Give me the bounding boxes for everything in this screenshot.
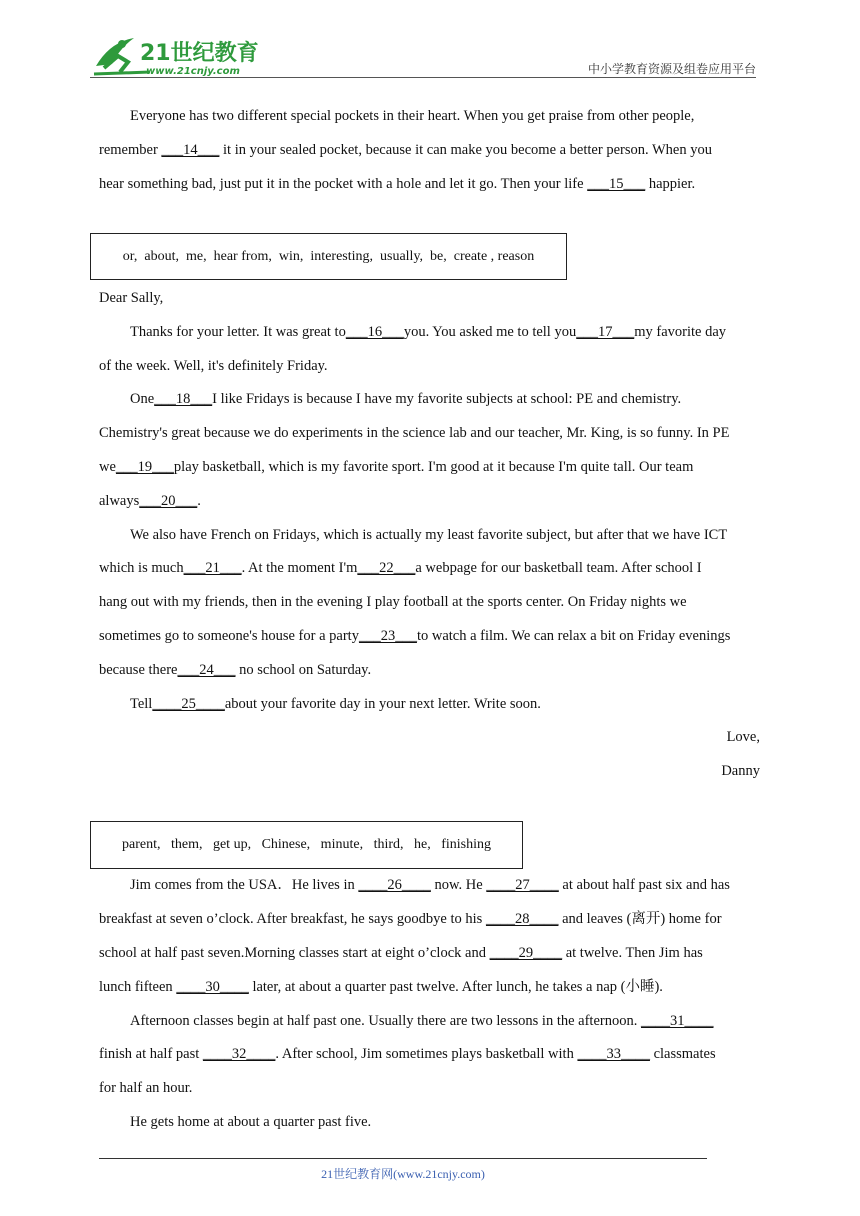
blank-20[interactable]: ___20___ [139, 493, 198, 509]
paragraph-line: hear something bad, just put it in the pocket with a hole and let it go. Then your life ___15___ happier. [99, 176, 696, 192]
logo [90, 34, 270, 78]
letter-signature: Danny [721, 763, 760, 779]
logo-title: 21世纪教育 [140, 41, 259, 66]
paragraph-line: We also have French on Fridays, which is actually my least favorite subject, but after that we have ICT [130, 527, 728, 543]
blank-22[interactable]: ___22___ [357, 560, 416, 576]
blank-16[interactable]: ___16___ [345, 324, 404, 340]
footer-link[interactable]: 21世纪教育网(www.21cnjy.com) [321, 1167, 485, 1181]
paragraph-line: Chemistry's great because we do experiments in the science lab and our teacher, Mr. King, is so funny. In PE [99, 425, 730, 441]
paragraph-line: lunch fifteen ____30____ later, at about a quarter past twelve. After lunch, he takes a nap (小睡). [99, 979, 663, 995]
blank-17[interactable]: ___17___ [576, 324, 635, 340]
word-bank-text: or, about, me, hear from, win, interesting, usually, be, create , reason [122, 248, 535, 264]
blank-27[interactable]: ____27____ [486, 877, 559, 893]
blank-26[interactable]: ____26____ [358, 877, 431, 893]
paragraph-line: always___20___. [99, 493, 201, 509]
blank-19[interactable]: ___19___ [115, 459, 174, 475]
paragraph-line: school at half past seven.Morning classes start at eight o’clock and ____29____ at twelve. Then Jim has [99, 945, 703, 961]
blank-31[interactable]: ____31____ [640, 1013, 714, 1029]
paragraph-line: Afternoon classes begin at half past one. Usually there are two lessons in the afternoon. ____31____ [130, 1013, 714, 1029]
paragraph-line: we___19___play basketball, which is my favorite sport. I'm good at it because I'm quite tall. Our team [99, 459, 694, 475]
paragraph-line: breakfast at seven o’clock. After breakfast, he says goodbye to his ____28____ and leaves (离开) home for [99, 911, 722, 927]
paragraph-line: One___18___I like Fridays is because I have my favorite subjects at school: PE and chemistry. [130, 391, 682, 407]
blank-30[interactable]: ____30____ [176, 979, 249, 995]
word-bank-box-2 [90, 821, 523, 869]
blank-15[interactable]: ___15___ [587, 176, 646, 192]
paragraph-line: Tell____25____about your favorite day in your next letter. Write soon. [130, 696, 541, 712]
blank-21[interactable]: ___21___ [183, 560, 242, 576]
paragraph-line: which is much___21___. At the moment I'm___22___a webpage for our basketball team. After school I [99, 560, 702, 576]
paragraph-line: remember ___14___ it in your sealed pocket, because it can make you become a better person. When you [99, 142, 712, 158]
blank-25[interactable]: ____25____ [152, 696, 225, 712]
blank-29[interactable]: ____29____ [489, 945, 563, 961]
paragraph-line: Jim comes from the USA．He lives in ____26____ now. He ____27____ at about half past six and has [130, 877, 730, 893]
paragraph-line: for half an hour. [99, 1080, 193, 1096]
word-bank-text: parent, them, get up, Chinese, minute, third, he, finishing [122, 837, 491, 852]
blank-33[interactable]: ____33____ [577, 1046, 650, 1062]
blank-24[interactable]: ___24___ [177, 662, 236, 678]
blank-14[interactable]: ___14___ [161, 142, 220, 158]
header-platform-text: 中小学教育资源及组卷应用平台 [587, 62, 756, 76]
letter-closing: Love, [726, 729, 760, 745]
blank-18[interactable]: ___18___ [154, 391, 213, 407]
runner-logo-icon [90, 34, 270, 78]
paragraph-line: Everyone has two different special pockets in their heart. When you get praise from other people, [130, 108, 695, 124]
header-divider [90, 77, 756, 78]
paragraph-line: of the week. Well, it's definitely Friday. [99, 358, 328, 374]
blank-28[interactable]: ____28____ [485, 911, 559, 927]
paragraph-line: Thanks for your letter. It was great to___16___you. You asked me to tell you___17___my favorite day [130, 324, 727, 340]
blank-23[interactable]: ___23___ [358, 628, 417, 644]
paragraph-line: sometimes go to someone's house for a party___23___to watch a film. We can relax a bit on Friday evenings [99, 628, 731, 644]
footer-divider [99, 1158, 707, 1159]
paragraph-line: hang out with my friends, then in the evening I play football at the sports center. On Friday nights we [99, 594, 687, 610]
blank-32[interactable]: ____32____ [202, 1046, 276, 1062]
paragraph-line: finish at half past ____32____. After school, Jim sometimes plays basketball with ____33____ classmates [99, 1046, 716, 1062]
word-bank-box-1 [90, 233, 567, 280]
paragraph-line: because there___24___ no school on Saturday. [99, 662, 372, 678]
letter-greeting: Dear Sally, [99, 290, 164, 306]
page-header [90, 30, 756, 78]
paragraph-line: He gets home at about a quarter past five. [130, 1114, 372, 1130]
logo-url: www.21cnjy.com [146, 66, 240, 77]
